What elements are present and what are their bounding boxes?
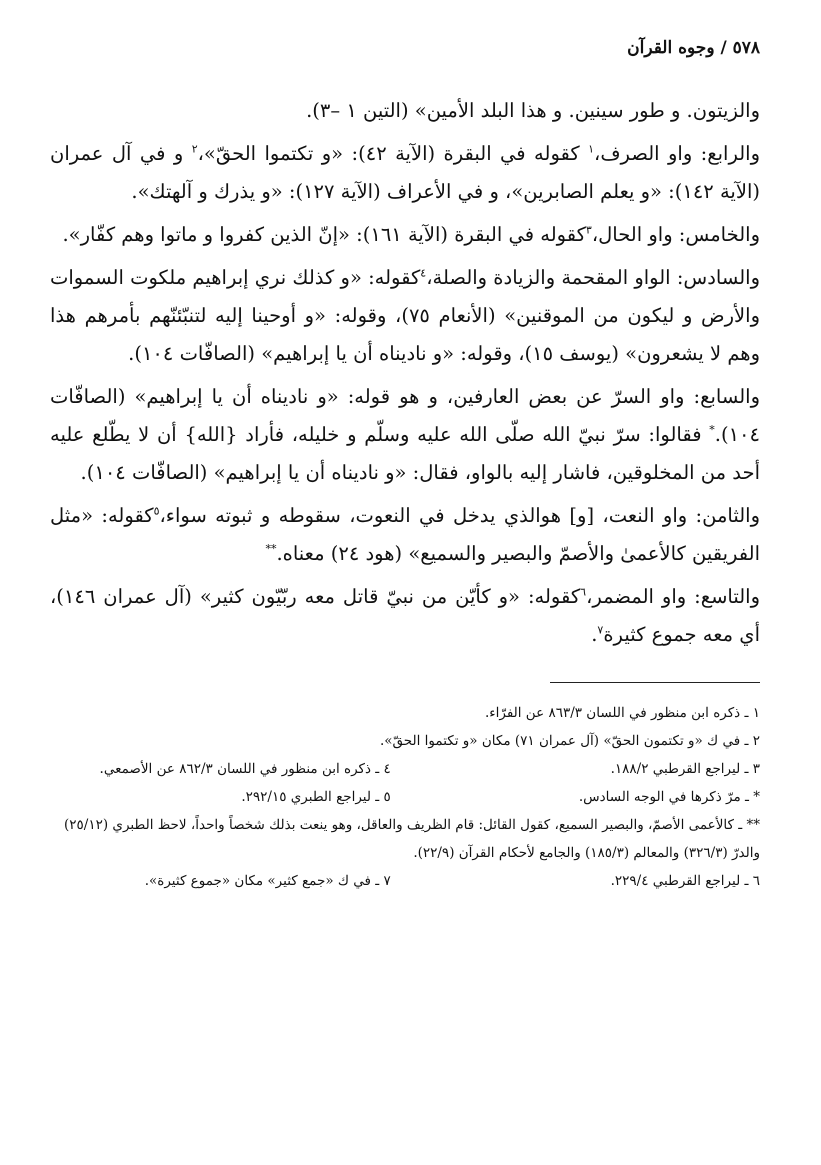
footnote-5: ٥ ـ ليراجع الطبري ٢٩٢/١٥. — [241, 789, 391, 805]
paragraph-text: والسادس: الواو المقحمة والزيادة والصلة، — [426, 266, 760, 289]
footnote-6: ٦ ـ ليراجع القرطبي ٢٢٩/٤. — [610, 873, 760, 889]
paragraph-4 — [50, 259, 760, 373]
paragraph-text: والتاسع: واو المضمر، — [586, 585, 761, 608]
footnote-marker[interactable]: ٤ — [420, 266, 427, 280]
paragraph-text: والثامن: واو النعت، [و] هوالذي يدخل في النعوت، سقوطه و ثبوته سواء، — [159, 504, 760, 527]
page-number: ٥٧٨ — [732, 38, 760, 58]
paragraph-text: كقوله في البقرة (الآية ١٦١): «إنّ الذين كفروا و ماتوا وهم كفّار». — [62, 223, 586, 246]
footnotes — [50, 699, 760, 895]
book-page — [50, 34, 760, 1134]
footnote-marker[interactable]: * — [709, 423, 715, 437]
footnote-marker[interactable]: ٥ — [153, 504, 160, 518]
paragraph-text: . — [591, 623, 598, 646]
paragraph-text: و في آل عمران (الآية ١٤٢): «و يعلم الصابرين»، و في الأعراف (الآية ١٢٧): «و يذرك و آلهتك». — [50, 142, 760, 203]
footnote-2: ٢ ـ في ك «و تكتمون الحقّ» (آل عمران ٧١) مكان «و تكتموا الحقّ». — [380, 733, 760, 749]
paragraph-text: كقوله: «مثل الفريقين كالأعمىٰ والأصمّ والبصير والسميع» (هود ٢٤) معناه. — [50, 504, 760, 565]
footnote-3: ٣ ـ ليراجع القرطبي ١٨٨/٢. — [610, 761, 760, 777]
footnote-row — [50, 867, 760, 895]
paragraph-text: والخامس: واو الحال، — [591, 223, 760, 246]
footnote-row — [50, 755, 760, 783]
paragraph-6 — [50, 497, 760, 573]
book-title: وجوه القرآن — [627, 38, 715, 58]
paragraph-text: والزيتون. و طور سينين. و هذا البلد الأمين» (التين ١ –٣). — [306, 99, 760, 122]
paragraph-text: كقوله في البقرة (الآية ٤٢): «و تكتموا الحقّ»، — [197, 142, 580, 165]
footnote-marker[interactable]: ** — [265, 542, 277, 556]
footnote-1: ١ ـ ذكره ابن منظور في اللسان ٨٦٣/٣ عن الفرّاء. — [484, 705, 760, 721]
footnote-marker[interactable]: ٧ — [597, 623, 604, 637]
paragraph-3 — [50, 216, 760, 254]
footnote-marker[interactable]: ١ — [588, 142, 595, 156]
footnote-7: ٧ ـ في ك «جمع كثير» مكان «جموع كثيرة». — [144, 873, 391, 889]
paragraph-7 — [50, 578, 760, 654]
paragraph-text: فقالوا: سرّ نبيّ الله صلّى الله عليه وسلّم و خليله، فأراد {الله} أن لا يطّلع عليه أحد من المخلوقين، فاشار إليه بالواو، فقال: «و ناديناه أن يا إبراهيم» (الصافّات ١٠٤). — [50, 423, 760, 484]
running-header — [50, 34, 760, 68]
footnote-star: * ـ مرّ ذكرها في الوجه السادس. — [578, 789, 760, 805]
paragraph-text: كقوله: «و كذلك نري إبراهيم ملكوت السموات والأرض و ليكون من الموقنين» (الأنعام ٧٥)، وقوله: «و أوحينا إليه لتنبّئنّهم بأمرهم هذا وهم لا يشعرون» (يوسف ١٥)، وقوله: «و ناديناه أن يا إبراهيم» (الصافّات ١٠٤). — [50, 266, 760, 365]
header-separator: / — [720, 38, 727, 58]
main-text — [50, 92, 760, 654]
paragraph-5 — [50, 378, 760, 492]
footnote-row — [50, 783, 760, 811]
paragraph-text: كقوله: «و كأيّن من نبيّ قاتل معه ربّيّون كثير» (آل عمران ١٤٦)، أي معه جموع كثيرة — [50, 585, 760, 646]
footnote-marker[interactable]: ٣ — [585, 223, 592, 237]
footnote-divider — [550, 682, 760, 683]
footnote-double-star: ** ـ كالأعمى الأصمّ، والبصير السميع، كقول القائل: قام الظريف والعاقل، وهو ينعت بذلك شخصاً واحداً، لاحظ الطبري (٢٥/١٢) والدرّ (٣٢٦/٣) والمعالم (١٨٥/٣) والجامع لأحكام القرآن (٢٢/٩). — [64, 817, 760, 861]
paragraph-text: والرابع: واو الصرف، — [594, 142, 761, 165]
paragraph-text: والسابع: واو السرّ عن بعض العارفين، و هو قوله: «و ناديناه أن يا إبراهيم» (الصافّات ١٠٤). — [50, 385, 760, 446]
paragraph-2 — [50, 135, 760, 211]
footnote-marker[interactable]: ٦ — [580, 585, 587, 599]
footnote-4: ٤ ـ ذكره ابن منظور في اللسان ٨٦٢/٣ عن الأصمعي. — [99, 761, 391, 777]
paragraph-1 — [50, 92, 760, 130]
footnote-marker[interactable]: ٢ — [191, 142, 198, 156]
